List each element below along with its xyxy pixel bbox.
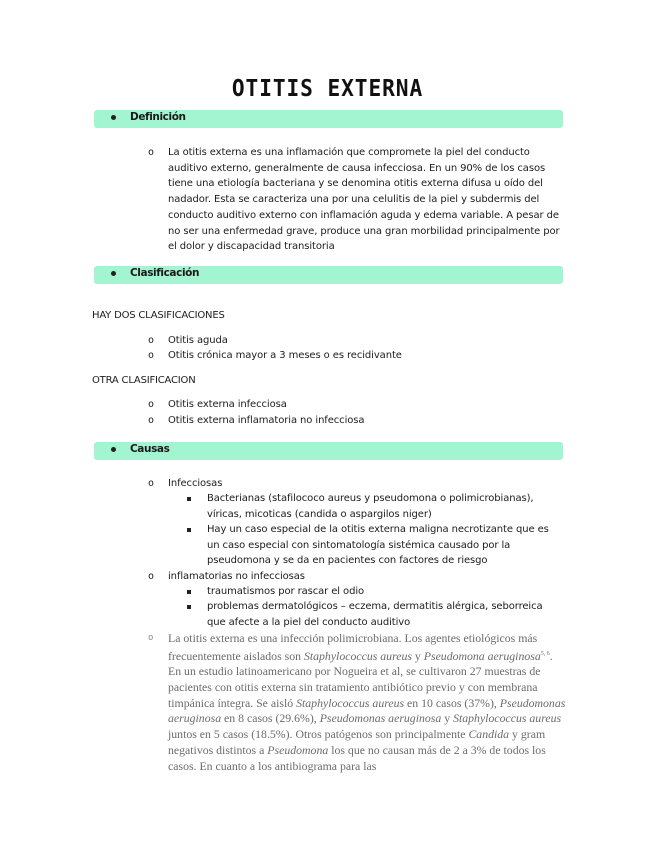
list-item: inflamatorias no infecciosas [168, 571, 305, 582]
circle-bullet-icon: o [148, 571, 155, 582]
circle-bullet-icon: o [148, 399, 155, 410]
sub-list-item: Hay un caso especial de la otitis externa maligna necrotizante que es un caso especial con sintomatología sistémica causado por la pseudomona y se da en pacientes con factores de riesgo [207, 524, 549, 566]
square-bullet-icon [187, 497, 191, 501]
bullet-dot-icon [111, 447, 116, 452]
circle-bullet-icon: o [148, 147, 155, 158]
sub-list-item: traumatismos por rascar el odio [207, 586, 365, 597]
square-bullet-icon [187, 605, 191, 609]
circle-bullet-icon: o [148, 350, 155, 361]
group-title: OTRA CLASIFICACION [92, 375, 196, 386]
bullet-dot-icon [111, 271, 116, 276]
circle-bullet-icon: o [148, 415, 155, 426]
square-bullet-icon [187, 590, 191, 594]
sub-list-item: Bacterianas (stafilococo aureus y pseudomona o polimicrobianas), víricas, micoticas (candida o aspargilos niger) [207, 493, 534, 520]
section-heading: Definición [130, 111, 186, 123]
list-item: Infecciosas [168, 478, 223, 489]
square-bullet-icon [187, 528, 191, 532]
list-item: Otitis aguda [168, 335, 228, 346]
section-header-definicion [94, 110, 563, 128]
circle-bullet-icon: o [148, 633, 154, 643]
circle-bullet-icon: o [148, 478, 155, 489]
sub-list-item: problemas dermatológicos – eczema, dermatitis alérgica, seborreica que afecte a la piel del conducto auditivo [207, 601, 543, 628]
bullet-dot-icon [111, 115, 116, 120]
list-item: Otitis externa infecciosa [168, 399, 287, 410]
definition-paragraph: La otitis externa es una inflamación que compromete la piel del conducto auditivo externo, generalmente de causa infecciosa. En un 90% de los casos tiene una etiología bacteriana y se denomina otitis externa difusa u oído del nadador. Esta se caracteriza una por una celulitis de la piel y subdermis del conducto auditivo externo con inflamación aguda y edema variable. A pesar de no ser una enfermedad grave, produce una gran morbilidad principalmente por el dolor y discapacidad transitoria [168, 147, 560, 253]
pasted-paragraph: La otitis externa es una infección polimicrobiana. Los agentes etiológicos más frecuentemente aislados son Staphylococcus aureus y Pseudomona aeruginosa$^{5, 6}$. En un estudio latinoamericano por Nogueira et al, se cultivaron 27 muestras de pacientes con otitis externa sin tratamiento antibiótico previo y con membrana timpánica íntegra. Se aisló Staphylococcus aureus en 10 casos (37%), Pseudomonas aeruginosa en 8 casos (29.6%), Pseudomonas aeruginosa y Staphylococcus aureus juntos en 5 casos (18.5%). Otros patógenos son principalmente Candida y gram negativos distintos a Pseudomona los que no causan más de 2 a 3% de todos los casos. En cuanto a los antibiograma para las [168, 631, 566, 773]
section-header-causas [94, 442, 563, 460]
section-heading: Clasificación [130, 267, 200, 279]
page-title: OTITIS EXTERNA [231, 76, 424, 102]
group-title: HAY DOS CLASIFICACIONES [92, 310, 225, 321]
list-item: Otitis externa inflamatoria no infecciosa [168, 415, 365, 426]
section-heading: Causas [130, 443, 170, 455]
section-header-clasificacion [94, 266, 563, 284]
circle-bullet-icon: o [148, 335, 155, 346]
list-item: Otitis crónica mayor a 3 meses o es recidivante [168, 350, 402, 361]
